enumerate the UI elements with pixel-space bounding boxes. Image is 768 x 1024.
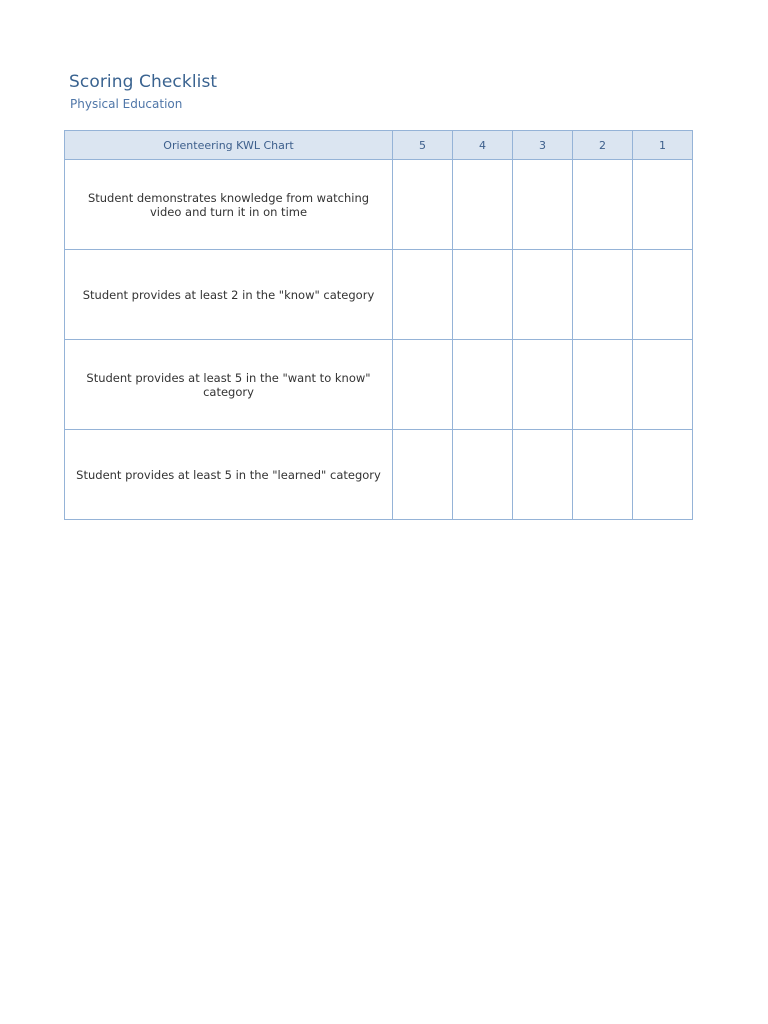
criteria-column-header: Orienteering KWL Chart — [65, 131, 393, 160]
score-cell-5[interactable] — [393, 250, 453, 340]
score-cell-4[interactable] — [453, 250, 513, 340]
criterion-cell: Student provides at least 5 in the "learned" category — [65, 430, 393, 520]
table-row — [65, 430, 693, 520]
criterion-cell: Student provides at least 5 in the "want to know" category — [65, 340, 393, 430]
table-row — [65, 250, 693, 340]
score-cell-5[interactable] — [393, 430, 453, 520]
criterion-cell: Student provides at least 2 in the "know" category — [65, 250, 393, 340]
page-title: Scoring Checklist — [69, 72, 218, 92]
score-cell-3[interactable] — [513, 340, 573, 430]
score-cell-1[interactable] — [633, 160, 693, 250]
score-cell-5[interactable] — [393, 340, 453, 430]
score-cell-2[interactable] — [573, 160, 633, 250]
score-cell-1[interactable] — [633, 250, 693, 340]
table-row — [65, 340, 693, 430]
table-row — [65, 160, 693, 250]
score-column-header-3: 3 — [513, 131, 573, 160]
score-column-header-5: 5 — [393, 131, 453, 160]
scoring-checklist-table — [64, 130, 693, 520]
score-column-header-4: 4 — [453, 131, 513, 160]
score-cell-2[interactable] — [573, 340, 633, 430]
score-cell-2[interactable] — [573, 430, 633, 520]
page-subtitle: Physical Education — [70, 97, 183, 111]
criterion-cell: Student demonstrates knowledge from watching video and turn it in on time — [65, 160, 393, 250]
score-cell-3[interactable] — [513, 250, 573, 340]
score-cell-4[interactable] — [453, 160, 513, 250]
score-cell-1[interactable] — [633, 430, 693, 520]
score-column-header-1: 1 — [633, 131, 693, 160]
score-cell-3[interactable] — [513, 160, 573, 250]
score-cell-1[interactable] — [633, 340, 693, 430]
score-cell-4[interactable] — [453, 430, 513, 520]
score-cell-4[interactable] — [453, 340, 513, 430]
table-header-row — [65, 131, 693, 160]
score-column-header-2: 2 — [573, 131, 633, 160]
score-cell-2[interactable] — [573, 250, 633, 340]
score-cell-3[interactable] — [513, 430, 573, 520]
score-cell-5[interactable] — [393, 160, 453, 250]
